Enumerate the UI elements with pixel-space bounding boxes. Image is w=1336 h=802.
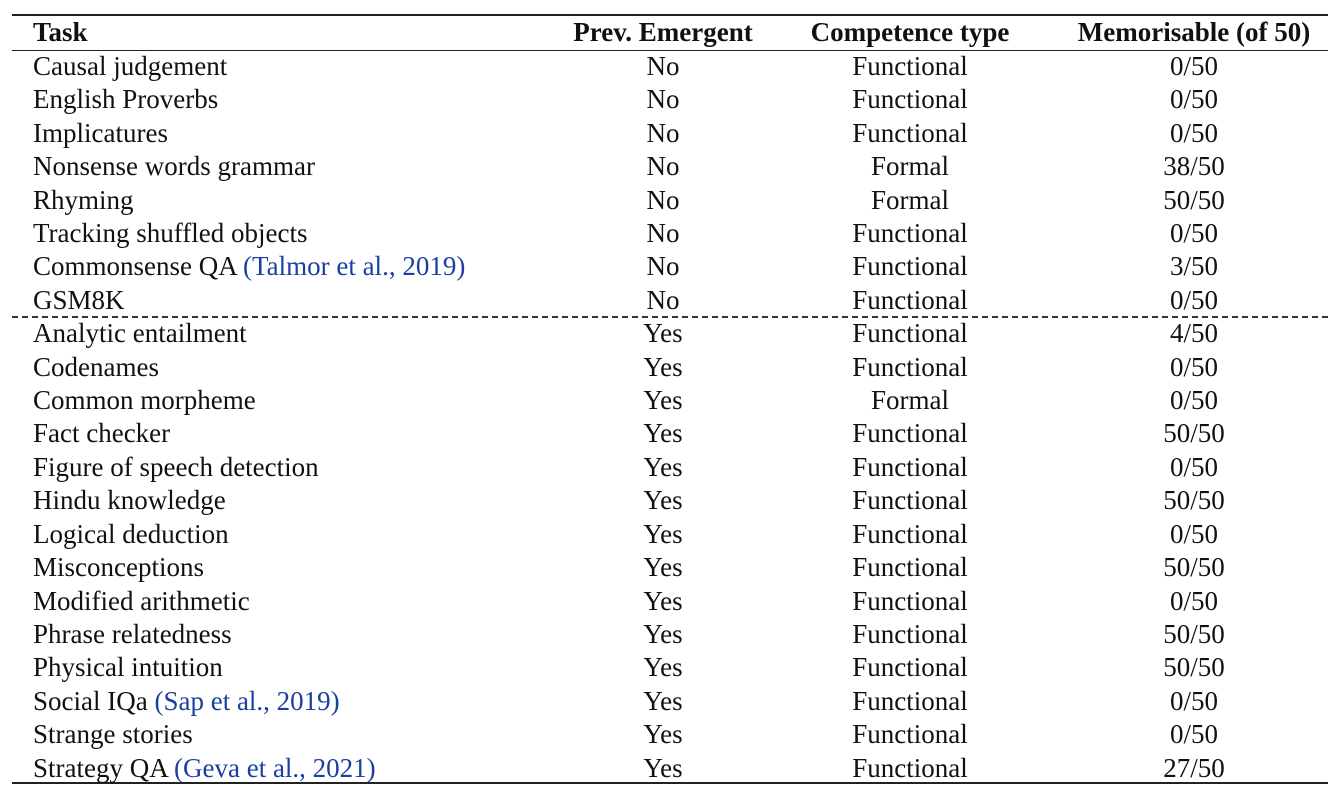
cell-task — [12, 484, 534, 517]
cell-memorisable: 50/50 — [1163, 618, 1225, 649]
cell-memorisable: 0/50 — [1169, 51, 1218, 81]
cell-competence-type: Functional — [852, 685, 968, 716]
cell-competence-type: Functional — [852, 652, 968, 683]
task-name: Fact checker — [33, 418, 171, 449]
table-row — [12, 184, 1328, 217]
cell-memorisable: 38/50 — [1163, 151, 1225, 182]
cell-prev-emergent: No — [646, 51, 680, 81]
cell-memorisable: 0/50 — [1169, 385, 1218, 416]
task-name: Hindu knowledge — [33, 485, 226, 516]
cell-task — [12, 551, 534, 584]
cell-prev-emergent: Yes — [643, 518, 683, 549]
cell-prev-emergent: No — [646, 284, 680, 315]
cell-task — [12, 351, 534, 384]
cell-prev-emergent: No — [646, 84, 680, 115]
cell-prev-emergent: Yes — [643, 318, 683, 349]
cell-competence-type: Functional — [852, 451, 968, 482]
task-name: Codenames — [33, 351, 159, 382]
cell-competence-type: Functional — [852, 618, 968, 649]
cell-competence-type: Formal — [871, 385, 949, 416]
table-row — [12, 384, 1328, 417]
cell-prev-emergent: No — [646, 117, 680, 148]
task-name: Rhyming — [33, 184, 134, 215]
table-body — [12, 50, 1328, 785]
cell-memorisable: 0/50 — [1169, 518, 1218, 549]
cell-competence-type: Functional — [852, 552, 968, 583]
cell-memorisable: 50/50 — [1163, 652, 1225, 683]
task-name: Implicatures — [33, 117, 168, 148]
cell-task — [12, 518, 534, 551]
table-row — [12, 451, 1328, 484]
cell-prev-emergent: Yes — [643, 652, 683, 683]
header-row — [12, 14, 1328, 50]
cell-prev-emergent: No — [646, 251, 680, 282]
column-header-memorisable: Memorisable (of 50) — [1077, 17, 1311, 47]
cell-prev-emergent: Yes — [643, 719, 683, 750]
table-row — [12, 618, 1328, 651]
cell-prev-emergent: Yes — [643, 552, 683, 583]
cell-memorisable: 0/50 — [1169, 117, 1218, 148]
cell-memorisable: 50/50 — [1163, 418, 1225, 449]
cell-competence-type: Functional — [852, 117, 968, 148]
cell-competence-type: Formal — [871, 184, 949, 215]
task-name: Modified arithmetic — [33, 585, 250, 616]
cell-task — [12, 317, 534, 350]
cell-task — [12, 685, 534, 718]
cell-prev-emergent: Yes — [643, 585, 683, 616]
table-row — [12, 551, 1328, 584]
cell-competence-type: Functional — [852, 84, 968, 115]
cell-competence-type: Functional — [852, 251, 968, 282]
cell-task — [12, 117, 534, 150]
cell-memorisable: 50/50 — [1163, 184, 1225, 215]
cell-prev-emergent: Yes — [643, 485, 683, 516]
task-name: Common morpheme — [33, 385, 256, 416]
table-row — [12, 351, 1328, 384]
table-row — [12, 217, 1328, 250]
table-row — [12, 250, 1328, 283]
table-row — [12, 284, 1328, 317]
cell-competence-type: Functional — [852, 418, 968, 449]
cell-memorisable: 4/50 — [1169, 318, 1218, 349]
cell-competence-type: Functional — [852, 585, 968, 616]
cell-prev-emergent: Yes — [643, 752, 683, 783]
table-row — [12, 117, 1328, 150]
cell-prev-emergent: Yes — [643, 418, 683, 449]
cell-task — [12, 585, 534, 618]
task-name: Physical intuition — [33, 652, 223, 683]
table-row — [12, 752, 1328, 785]
column-header-competence-type: Competence type — [810, 17, 1010, 47]
cell-memorisable: 50/50 — [1163, 485, 1225, 516]
cell-competence-type: Functional — [852, 51, 968, 81]
cell-task — [12, 284, 534, 317]
task-name: Strategy QA — [33, 752, 174, 783]
cell-competence-type: Functional — [852, 752, 968, 783]
cell-prev-emergent: No — [646, 151, 680, 182]
table-row — [12, 317, 1328, 350]
table-row — [12, 83, 1328, 116]
table-row — [12, 150, 1328, 183]
column-header-task: Task — [33, 17, 88, 47]
cell-task — [12, 752, 534, 785]
cell-task — [12, 451, 534, 484]
cell-prev-emergent: No — [646, 184, 680, 215]
citation-link[interactable]: (Geva et al., 2021) — [174, 752, 376, 783]
cell-task — [12, 718, 534, 751]
cell-task — [12, 417, 534, 450]
cell-memorisable: 50/50 — [1163, 552, 1225, 583]
cell-memorisable: 0/50 — [1169, 284, 1218, 315]
task-name: Tracking shuffled objects — [33, 218, 308, 249]
results-table — [12, 14, 1328, 785]
task-name: English Proverbs — [33, 84, 219, 115]
cell-competence-type: Functional — [852, 284, 968, 315]
cell-memorisable: 0/50 — [1169, 218, 1218, 249]
cell-memorisable: 0/50 — [1169, 351, 1218, 382]
cell-task — [12, 651, 534, 684]
cell-memorisable: 0/50 — [1169, 685, 1218, 716]
citation-link[interactable]: (Talmor et al., 2019) — [243, 251, 466, 282]
task-name: Causal judgement — [33, 51, 228, 81]
cell-competence-type: Functional — [852, 719, 968, 750]
cell-competence-type: Formal — [871, 151, 949, 182]
cell-task — [12, 50, 534, 83]
table-row — [12, 651, 1328, 684]
cell-task — [12, 384, 534, 417]
cell-competence-type: Functional — [852, 518, 968, 549]
table-row — [12, 484, 1328, 517]
cell-task — [12, 150, 534, 183]
task-name: Logical deduction — [33, 518, 229, 549]
cell-task — [12, 217, 534, 250]
task-name: Misconceptions — [33, 552, 204, 583]
task-name: Nonsense words grammar — [33, 151, 315, 182]
cell-memorisable: 0/50 — [1169, 585, 1218, 616]
cell-prev-emergent: Yes — [643, 685, 683, 716]
cell-competence-type: Functional — [852, 318, 968, 349]
table-row — [12, 50, 1328, 83]
table-row — [12, 718, 1328, 751]
cell-memorisable: 0/50 — [1169, 719, 1218, 750]
table-header — [12, 14, 1328, 50]
cell-prev-emergent: Yes — [643, 385, 683, 416]
task-name: Social IQa — [33, 685, 155, 716]
cell-prev-emergent: Yes — [643, 351, 683, 382]
cell-competence-type: Functional — [852, 351, 968, 382]
cell-prev-emergent: No — [646, 218, 680, 249]
table-row — [12, 518, 1328, 551]
cell-memorisable: 27/50 — [1163, 752, 1225, 783]
cell-competence-type: Functional — [852, 218, 968, 249]
table-row — [12, 585, 1328, 618]
task-name: Phrase relatedness — [33, 618, 232, 649]
table-row — [12, 417, 1328, 450]
citation-link[interactable]: (Sap et al., 2019) — [154, 685, 340, 716]
cell-task — [12, 184, 534, 217]
task-name: Figure of speech detection — [33, 451, 319, 482]
task-name: GSM8K — [33, 284, 125, 315]
cell-memorisable: 0/50 — [1169, 84, 1218, 115]
task-name: Commonsense QA — [33, 251, 244, 282]
task-name: Analytic entailment — [33, 318, 247, 349]
cell-task — [12, 250, 534, 283]
cell-prev-emergent: Yes — [643, 451, 683, 482]
column-header-prev-emergent: Prev. Emergent — [573, 17, 753, 47]
task-name: Strange stories — [33, 719, 193, 750]
cell-competence-type: Functional — [852, 485, 968, 516]
table-row — [12, 685, 1328, 718]
cell-task — [12, 83, 534, 116]
cell-memorisable: 0/50 — [1169, 451, 1218, 482]
cell-memorisable: 3/50 — [1169, 251, 1218, 282]
cell-task — [12, 618, 534, 651]
cell-prev-emergent: Yes — [643, 618, 683, 649]
